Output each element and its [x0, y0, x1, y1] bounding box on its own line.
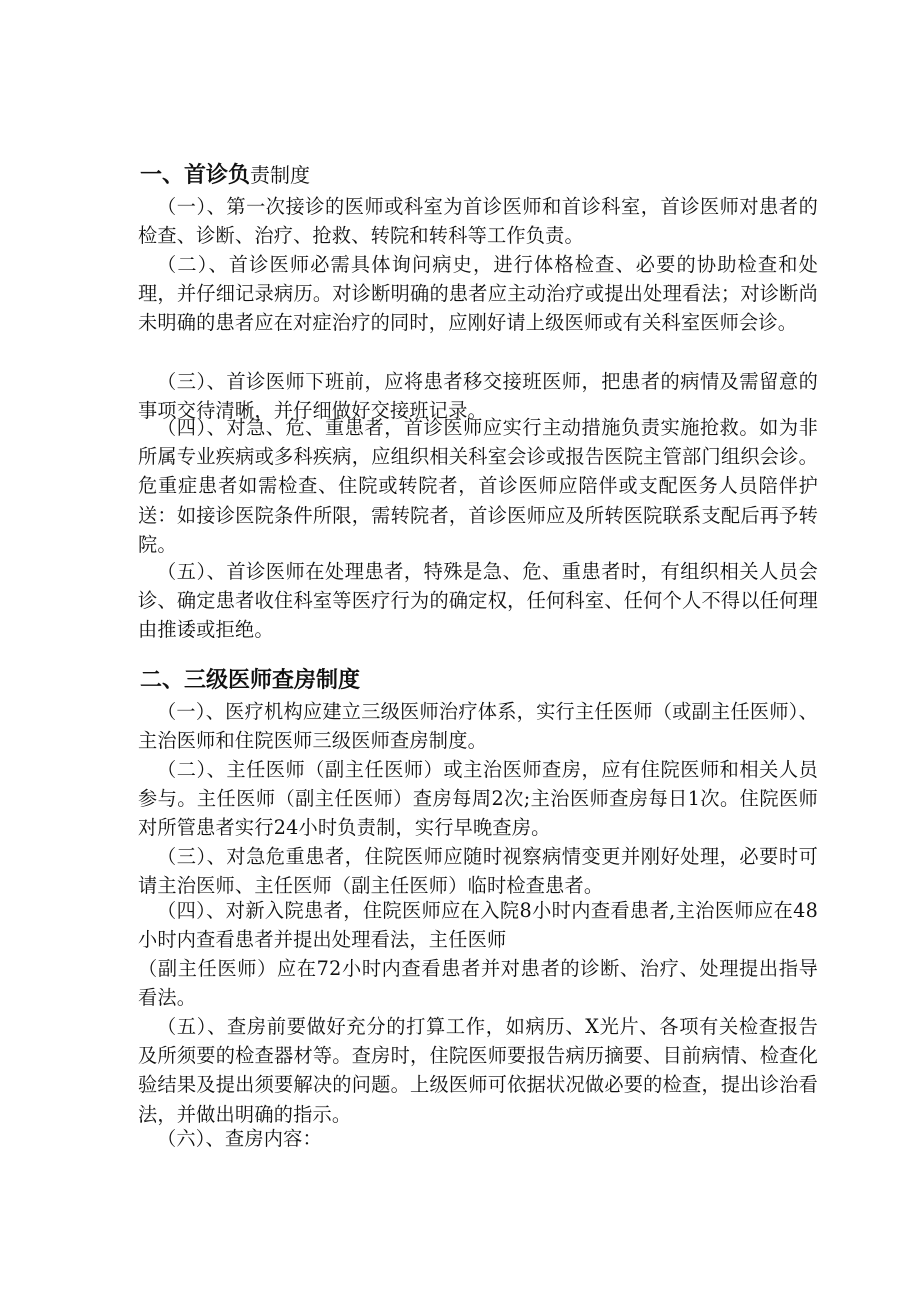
paragraph-1-5: （五）、首诊医师在处理患者，特殊是急、危、重患者时，有组织相关人员会诊、确定患者收住科室等医疗行为的确定权，任何科室、任何个人不得以任何理由推诿或拒绝。	[138, 560, 818, 642]
paragraph-2-2: （二）、主任医师（副主任医师）或主治医师查房，应有住院医师和相关人员参与。主任医师（副主任医师）查房每周2次;主治医师查房每日1次。住院医师对所管患者实行24小时负责制，实行早晚查房。	[138, 758, 818, 840]
section-heading-1-bold: 一、首诊负	[140, 163, 251, 188]
paragraph-2-4: （四）、对新入院患者，住院医师应在入院8小时内查看患者,主治医师应在48小时内查看患者并提出处理看法，主任医师	[138, 899, 818, 952]
paragraph-1-2: （二）、首诊医师必需具体询问病史，进行体格检查、必要的协助检查和处理，并仔细记录病历。对诊断明确的患者应主动治疗或提出处理看法；对诊断尚未明确的患者应在对症治疗的同时，应刚好请上级医师或有关科室医师会诊。	[138, 253, 818, 335]
paragraph-2-3: （三）、对急危重患者，住院医师应随时视察病情变更并刚好处理，必要时可请主治医师、主任医师（副主任医师）临时检查患者。	[138, 845, 818, 898]
paragraph-2-5: （五）、查房前要做好充分的打算工作，如病历、X光片、各项有关检查报告及所须要的检查器材等。查房时，住院医师要报告病历摘要、目前病情、检查化验结果及提出须要解决的问题。上级医师可依据状况做必要的检查，提出诊治看法，并做出明确的指示。	[138, 1015, 818, 1126]
section-heading-2-bold: 二、三级医师查房制度	[140, 668, 361, 693]
section-heading-1-rest: 责制度	[250, 163, 311, 187]
paragraph-2-6: （六）、查房内容：	[157, 1127, 322, 1150]
paragraph-2-1: （一）、医疗机构应建立三级医师治疗体系，实行主任医师（或副主任医师）、主治医师和住院医师三级医师查房制度。	[138, 700, 818, 753]
paragraph-1-4: （四）、对急、危、重患者，首诊医师应实行主动措施负责实施抢救。如为非所属专业疾病或多科疾病，应组织相关科室会诊或报告医院主管部门组织会诊。危重症患者如需检查、住院或转院者，首诊医师应陪伴或支配医务人员陪伴护送：如接诊医院条件所限，需转院者，首诊医师应及所转医院联系支配后再予转院。	[138, 416, 818, 556]
paragraph-1-3: （三）、首诊医师下班前，应将患者移交接班医师，把患者的病情及需留意的事项交待清晰，并仔细做好交接班记录。	[138, 370, 818, 423]
section-heading-2	[140, 666, 360, 696]
section-heading-1	[140, 160, 310, 191]
paragraph-2-4-continued: （副主任医师）应在72小时内查看患者并对患者的诊断、治疗、处理提出指导看法。	[138, 957, 818, 1010]
paragraph-1-1: （一）、第一次接诊的医师或科室为首诊医师和首诊科室，首诊医师对患者的检查、诊断、治疗、抢救、转院和转科等工作负责。	[138, 195, 818, 248]
